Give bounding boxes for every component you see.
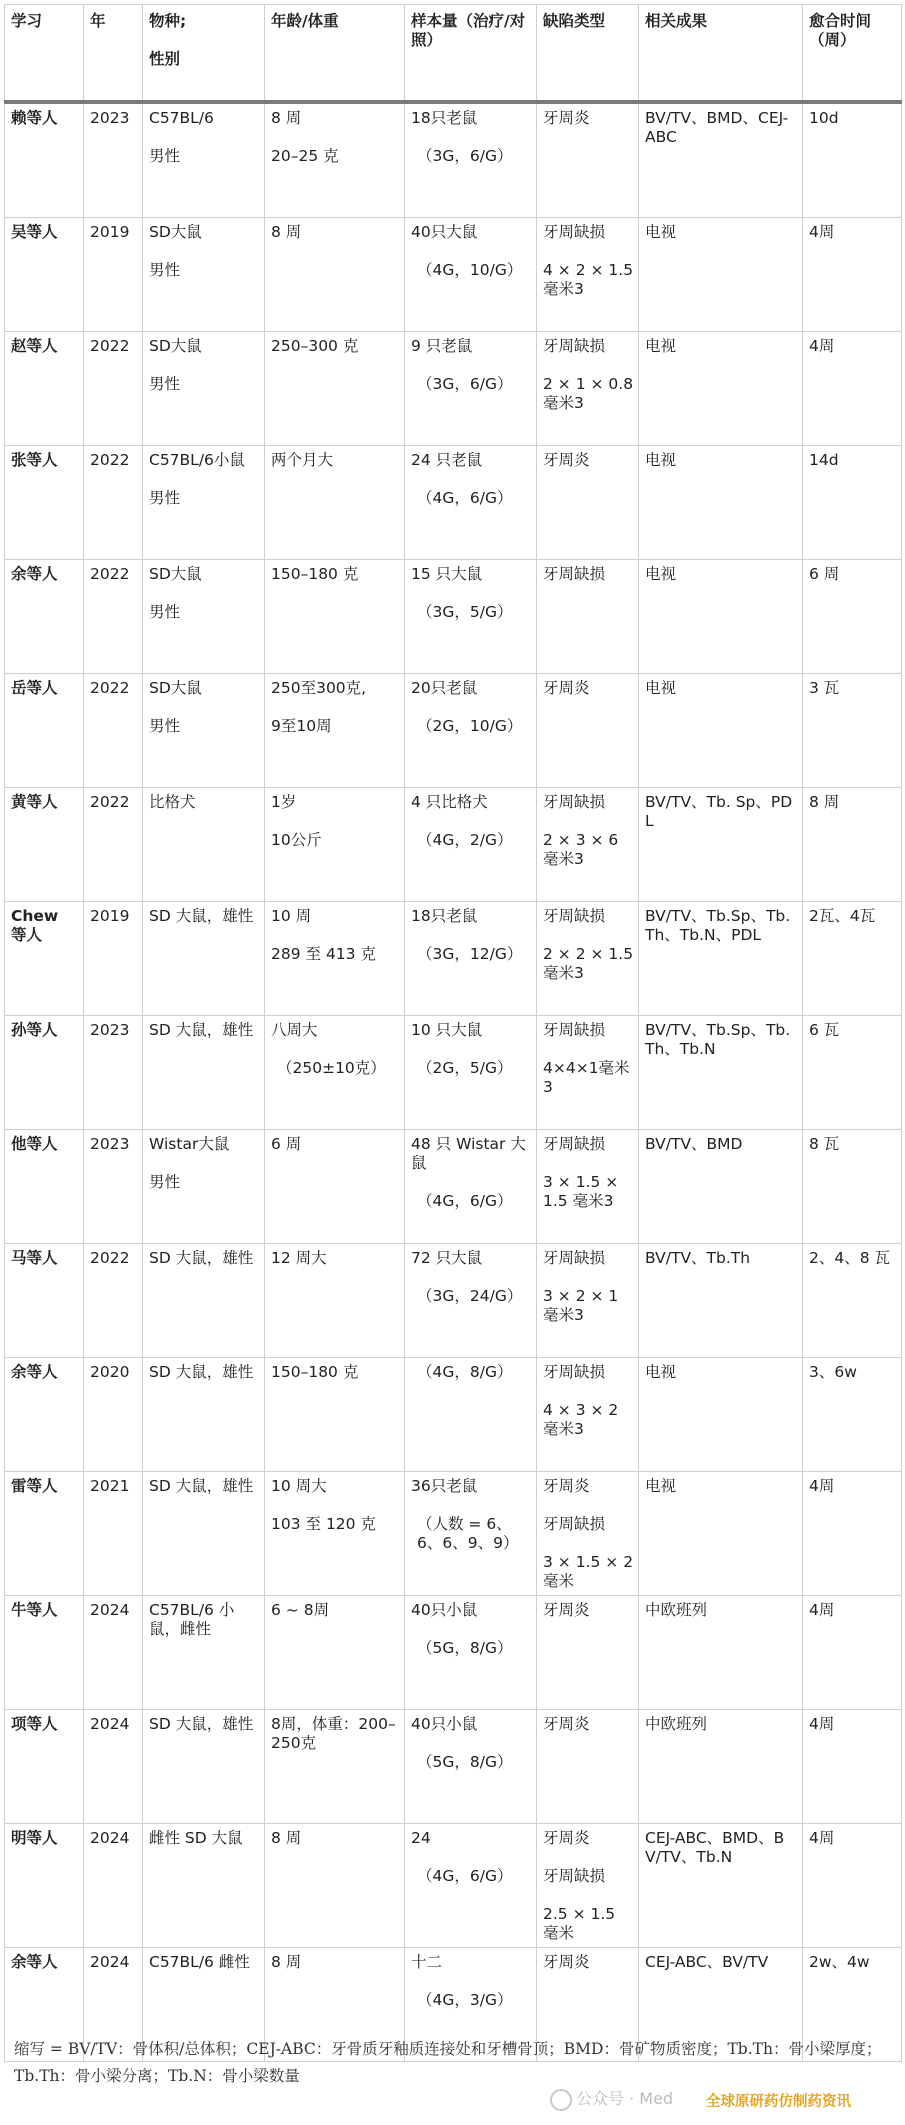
table-row xyxy=(5,332,902,446)
cell-age-weight: 6 ~ 8周 xyxy=(265,1596,405,1710)
cell-study: 牛等人 xyxy=(5,1596,84,1710)
cell-species-sex: SD大鼠 男性 xyxy=(143,218,265,332)
cell-study: 孙等人 xyxy=(5,1016,84,1130)
cell-species-sex: SD大鼠 男性 xyxy=(143,674,265,788)
cell-healing-time: 4周 xyxy=(803,1472,902,1596)
cell-outcomes: BV/TV、BMD xyxy=(639,1130,803,1244)
header-healing-time: 愈合时间（周） xyxy=(803,5,902,103)
cell-outcomes: BV/TV、Tb.Sp、Tb.Th、Tb.N xyxy=(639,1016,803,1130)
table-container xyxy=(4,4,901,2062)
cell-defect-type: 牙周炎 xyxy=(537,1948,639,2062)
cell-year: 2019 xyxy=(84,902,143,1016)
cell-study: 项等人 xyxy=(5,1710,84,1824)
cell-species-sex: SD大鼠 男性 xyxy=(143,332,265,446)
cell-age-weight: 150–180 克 xyxy=(265,1358,405,1472)
table-row xyxy=(5,674,902,788)
header-sample-size: 样本量（治疗/对照） xyxy=(405,5,537,103)
wechat-icon xyxy=(550,2089,572,2111)
cell-year: 2022 xyxy=(84,446,143,560)
cell-defect-type: 牙周缺损 3 × 1.5 × 1.5 毫米3 xyxy=(537,1130,639,1244)
table-row xyxy=(5,1710,902,1824)
header-study: 学习 xyxy=(5,5,84,103)
cell-defect-type: 牙周缺损 2 × 2 × 1.5 毫米3 xyxy=(537,902,639,1016)
cell-outcomes: CEJ-ABC、BMD、BV/TV、Tb.N xyxy=(639,1824,803,1948)
table-row xyxy=(5,102,902,218)
cell-healing-time: 4周 xyxy=(803,332,902,446)
cell-sample-size: 15 只大鼠 （3G，5/G） xyxy=(405,560,537,674)
cell-study: 余等人 xyxy=(5,1948,84,2062)
cell-healing-time: 4周 xyxy=(803,1596,902,1710)
table-header xyxy=(5,5,902,103)
cell-defect-type: 牙周缺损 3 × 2 × 1 毫米3 xyxy=(537,1244,639,1358)
cell-year: 2022 xyxy=(84,674,143,788)
cell-outcomes: CEJ-ABC、BV/TV xyxy=(639,1948,803,2062)
cell-sample-size: 24 只老鼠 （4G，6/G） xyxy=(405,446,537,560)
cell-year: 2024 xyxy=(84,1948,143,2062)
cell-outcomes: 中欧班列 xyxy=(639,1596,803,1710)
cell-age-weight: 10 周大 103 至 120 克 xyxy=(265,1472,405,1596)
cell-year: 2019 xyxy=(84,218,143,332)
cell-study: 岳等人 xyxy=(5,674,84,788)
cell-sample-size: 9 只老鼠 （3G，6/G） xyxy=(405,332,537,446)
cell-outcomes: 电视 xyxy=(639,332,803,446)
watermark-text: 公众号 · Med xyxy=(576,2089,674,2108)
cell-species-sex: Wistar大鼠 男性 xyxy=(143,1130,265,1244)
cell-sample-size: 18只老鼠 （3G，12/G） xyxy=(405,902,537,1016)
table-row xyxy=(5,1358,902,1472)
cell-sample-size: 40只大鼠 （4G，10/G） xyxy=(405,218,537,332)
header-year: 年 xyxy=(84,5,143,103)
cell-species-sex: 雌性 SD 大鼠 xyxy=(143,1824,265,1948)
cell-species-sex: SD 大鼠，雄性 xyxy=(143,1472,265,1596)
cell-study: 余等人 xyxy=(5,1358,84,1472)
table-row xyxy=(5,1824,902,1948)
cell-year: 2023 xyxy=(84,102,143,218)
cell-sample-size: 10 只大鼠 （2G，5/G） xyxy=(405,1016,537,1130)
cell-age-weight: 12 周大 xyxy=(265,1244,405,1358)
table-row xyxy=(5,560,902,674)
cell-healing-time: 2w、4w xyxy=(803,1948,902,2062)
cell-age-weight: 10 周 289 至 413 克 xyxy=(265,902,405,1016)
cell-age-weight: 8 周 20–25 克 xyxy=(265,102,405,218)
cell-outcomes: BV/TV、Tb.Th xyxy=(639,1244,803,1358)
cell-sample-size: 18只老鼠 （3G，6/G） xyxy=(405,102,537,218)
cell-healing-time: 2、4、8 瓦 xyxy=(803,1244,902,1358)
cell-study: 黄等人 xyxy=(5,788,84,902)
cell-species-sex: 比格犬 xyxy=(143,788,265,902)
cell-defect-type: 牙周缺损 4 × 2 × 1.5 毫米3 xyxy=(537,218,639,332)
cell-outcomes: 电视 xyxy=(639,560,803,674)
cell-outcomes: 电视 xyxy=(639,1472,803,1596)
cell-study: Chew 等人 xyxy=(5,902,84,1016)
cell-outcomes: 电视 xyxy=(639,674,803,788)
cell-species-sex: C57BL/6小鼠 男性 xyxy=(143,446,265,560)
cell-defect-type: 牙周炎 xyxy=(537,446,639,560)
cell-healing-time: 14d xyxy=(803,446,902,560)
cell-defect-type: 牙周炎 牙周缺损 2.5 × 1.5 毫米 xyxy=(537,1824,639,1948)
cell-species-sex: C57BL/6 雌性 xyxy=(143,1948,265,2062)
cell-age-weight: 8 周 xyxy=(265,1948,405,2062)
cell-healing-time: 4周 xyxy=(803,1710,902,1824)
abbreviation-footnote: 缩写 = BV/TV：骨体积/总体积；CEJ-ABC：牙骨质牙釉质连接处和牙槽骨顶；BMD：骨矿物质密度；Tb.Th：骨小梁厚度；Tb.Th：骨小梁分离；Tb.N：骨小梁数量 xyxy=(14,2040,882,2085)
cell-study: 雷等人 xyxy=(5,1472,84,1596)
cell-healing-time: 8 周 xyxy=(803,788,902,902)
cell-age-weight: 8 周 xyxy=(265,1824,405,1948)
cell-healing-time: 3、6w xyxy=(803,1358,902,1472)
cell-defect-type: 牙周炎 xyxy=(537,102,639,218)
cell-year: 2020 xyxy=(84,1358,143,1472)
cell-species-sex: SD 大鼠，雄性 xyxy=(143,1358,265,1472)
cell-healing-time: 4周 xyxy=(803,1824,902,1948)
cell-study: 赖等人 xyxy=(5,102,84,218)
table-row xyxy=(5,1472,902,1596)
table-row xyxy=(5,788,902,902)
cell-defect-type: 牙周炎 xyxy=(537,674,639,788)
cell-year: 2022 xyxy=(84,560,143,674)
cell-species-sex: SD 大鼠，雄性 xyxy=(143,1016,265,1130)
cell-age-weight: 6 周 xyxy=(265,1130,405,1244)
header-age-weight: 年龄/体重 xyxy=(265,5,405,103)
cell-study: 他等人 xyxy=(5,1130,84,1244)
cell-outcomes: 电视 xyxy=(639,446,803,560)
table-row xyxy=(5,446,902,560)
cell-age-weight: 8周，体重：200–250克 xyxy=(265,1710,405,1824)
watermark xyxy=(550,2086,673,2111)
source-label: 全球原研药仿制药资讯 xyxy=(706,2094,851,2110)
cell-healing-time: 6 瓦 xyxy=(803,1016,902,1130)
cell-sample-size: 20只老鼠 （2G，10/G） xyxy=(405,674,537,788)
cell-outcomes: 电视 xyxy=(639,1358,803,1472)
cell-year: 2022 xyxy=(84,1244,143,1358)
cell-sample-size: （4G，8/G） xyxy=(405,1358,537,1472)
cell-species-sex: C57BL/6 男性 xyxy=(143,102,265,218)
cell-year: 2024 xyxy=(84,1824,143,1948)
cell-species-sex: SD 大鼠，雄性 xyxy=(143,902,265,1016)
cell-year: 2023 xyxy=(84,1016,143,1130)
cell-outcomes: 电视 xyxy=(639,218,803,332)
cell-defect-type: 牙周炎 xyxy=(537,1710,639,1824)
cell-species-sex: SD 大鼠，雄性 xyxy=(143,1710,265,1824)
cell-defect-type: 牙周缺损 2 × 3 × 6 毫米3 xyxy=(537,788,639,902)
table-row xyxy=(5,1016,902,1130)
cell-age-weight: 两个月大 xyxy=(265,446,405,560)
cell-healing-time: 8 瓦 xyxy=(803,1130,902,1244)
cell-sample-size: 24 （4G，6/G） xyxy=(405,1824,537,1948)
table-row xyxy=(5,218,902,332)
cell-age-weight: 八周大 （250±10克） xyxy=(265,1016,405,1130)
header-outcomes: 相关成果 xyxy=(639,5,803,103)
cell-healing-time: 6 周 xyxy=(803,560,902,674)
cell-defect-type: 牙周炎 xyxy=(537,1596,639,1710)
cell-defect-type: 牙周缺损 4 × 3 × 2 毫米3 xyxy=(537,1358,639,1472)
cell-study: 张等人 xyxy=(5,446,84,560)
cell-outcomes: BV/TV、BMD、CEJ-ABC xyxy=(639,102,803,218)
cell-healing-time: 10d xyxy=(803,102,902,218)
cell-year: 2022 xyxy=(84,788,143,902)
cell-age-weight: 250至300克, 9至10周 xyxy=(265,674,405,788)
table-row xyxy=(5,902,902,1016)
cell-study: 明等人 xyxy=(5,1824,84,1948)
cell-sample-size: 40只小鼠 （5G，8/G） xyxy=(405,1596,537,1710)
cell-defect-type: 牙周缺损 2 × 1 × 0.8 毫米3 xyxy=(537,332,639,446)
cell-sample-size: 36只老鼠 （人数 = 6、6、6、9、9） xyxy=(405,1472,537,1596)
cell-defect-type: 牙周炎 牙周缺损 3 × 1.5 × 2 毫米 xyxy=(537,1472,639,1596)
cell-year: 2024 xyxy=(84,1710,143,1824)
cell-outcomes: 中欧班列 xyxy=(639,1710,803,1824)
cell-year: 2024 xyxy=(84,1596,143,1710)
cell-year: 2022 xyxy=(84,332,143,446)
cell-year: 2021 xyxy=(84,1472,143,1596)
header-defect-type: 缺陷类型 xyxy=(537,5,639,103)
cell-species-sex: SD 大鼠，雄性 xyxy=(143,1244,265,1358)
cell-outcomes: BV/TV、Tb.Sp、Tb.Th、Tb.N、PDL xyxy=(639,902,803,1016)
table-row xyxy=(5,1130,902,1244)
cell-sample-size: 48 只 Wistar 大鼠 （4G，6/G） xyxy=(405,1130,537,1244)
cell-defect-type: 牙周缺损 xyxy=(537,560,639,674)
cell-healing-time: 2瓦、4瓦 xyxy=(803,902,902,1016)
cell-study: 赵等人 xyxy=(5,332,84,446)
cell-study: 马等人 xyxy=(5,1244,84,1358)
table-row xyxy=(5,1244,902,1358)
cell-sample-size: 4 只比格犬 （4G，2/G） xyxy=(405,788,537,902)
table-body xyxy=(5,102,902,2062)
cell-healing-time: 4周 xyxy=(803,218,902,332)
header-species-sex: 物种; 性别 xyxy=(143,5,265,103)
cell-sample-size: 十二 （4G，3/G） xyxy=(405,1948,537,2062)
cell-age-weight: 1岁 10公斤 xyxy=(265,788,405,902)
cell-sample-size: 72 只大鼠 （3G，24/G） xyxy=(405,1244,537,1358)
cell-sample-size: 40只小鼠 （5G，8/G） xyxy=(405,1710,537,1824)
cell-healing-time: 3 瓦 xyxy=(803,674,902,788)
cell-study: 吴等人 xyxy=(5,218,84,332)
cell-defect-type: 牙周缺损 4×4×1毫米3 xyxy=(537,1016,639,1130)
table-row xyxy=(5,1596,902,1710)
cell-species-sex: C57BL/6 小鼠，雌性 xyxy=(143,1596,265,1710)
cell-species-sex: SD大鼠 男性 xyxy=(143,560,265,674)
study-table xyxy=(4,4,902,2062)
cell-year: 2023 xyxy=(84,1130,143,1244)
cell-age-weight: 250–300 克 xyxy=(265,332,405,446)
cell-age-weight: 8 周 xyxy=(265,218,405,332)
cell-study: 余等人 xyxy=(5,560,84,674)
cell-outcomes: BV/TV、Tb. Sp、PDL xyxy=(639,788,803,902)
cell-age-weight: 150–180 克 xyxy=(265,560,405,674)
